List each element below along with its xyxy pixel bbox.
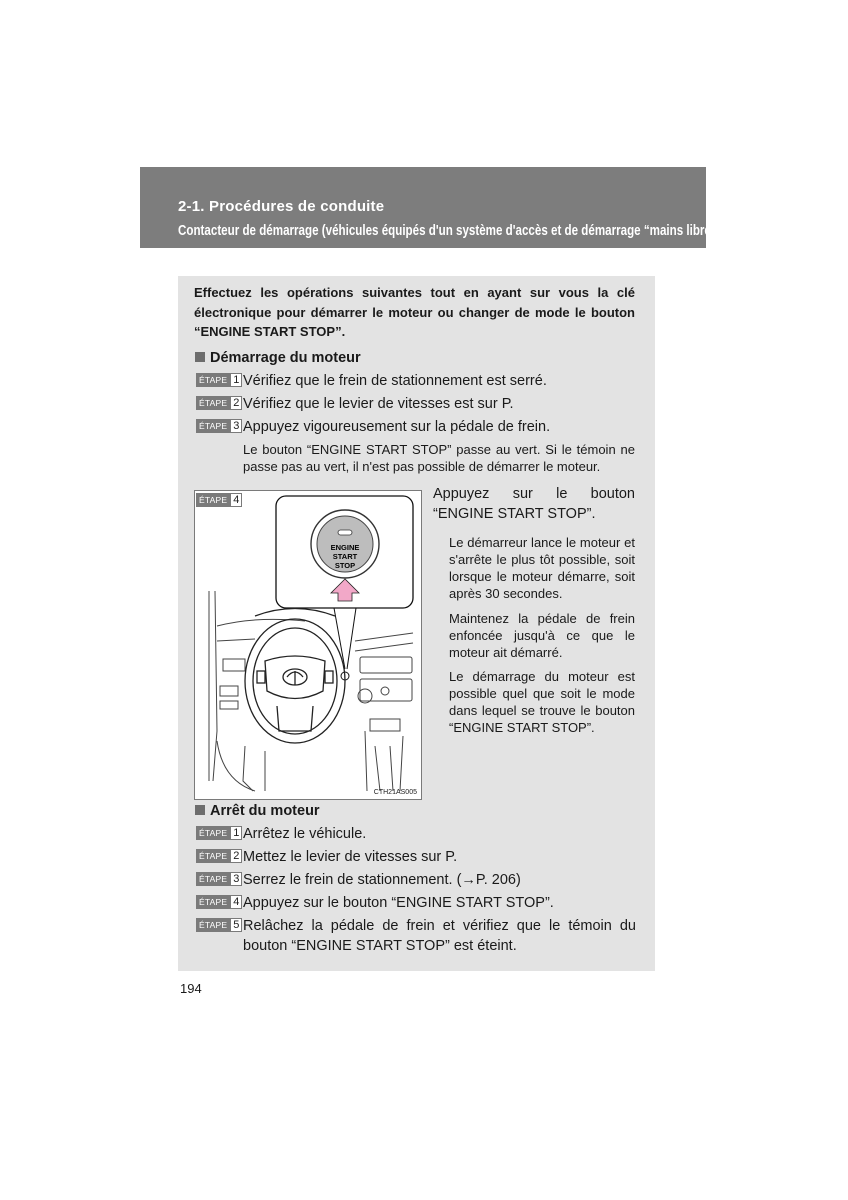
page-number: 194 <box>180 981 202 996</box>
stop-step-3 <box>196 871 636 891</box>
step-badge-word: ÉTAPE <box>196 849 230 863</box>
step-4-note-1: Le démarreur lance le moteur et s'arrête le plus tôt possible, soit lorsque le moteur démarre, soit après 30 secondes. <box>449 535 635 601</box>
step-text: Appuyez sur le bouton “ENGINE START STOP”. <box>433 486 635 522</box>
step-badge-word: ÉTAPE <box>196 895 230 909</box>
dashboard-illustration <box>195 491 421 799</box>
step-badge-word: ÉTAPE <box>196 493 230 507</box>
step-badge <box>196 396 242 410</box>
square-bullet-icon <box>195 352 205 362</box>
section-title: 2-1. Procédures de conduite <box>178 198 385 215</box>
step-badge-word: ÉTAPE <box>196 419 230 433</box>
stop-step-1 <box>196 825 636 845</box>
step-badge-number: 3 <box>230 419 242 433</box>
step-text: Relâchez la pédale de frein et vérifiez que le témoin du bouton “ENGINE START STOP” est éteint. <box>243 918 636 954</box>
button-label-start: START <box>332 552 358 561</box>
intro-paragraph: Effectuez les opérations suivantes tout en ayant sur vous la clé électronique pour démarrer le moteur ou changer de mode le bouton “ENGINE START STOP”. <box>194 285 635 339</box>
step-badge <box>196 826 242 840</box>
step-badge <box>196 918 242 932</box>
step-badge-number: 5 <box>230 918 242 932</box>
step-badge-word: ÉTAPE <box>196 373 230 387</box>
step-4-note-3: Le démarrage du moteur est possible quel que soit le mode dans lequel se trouve le bouton “ENGINE START STOP”. <box>449 669 635 735</box>
step-badge-number: 1 <box>230 826 242 840</box>
start-step-4 <box>433 485 635 524</box>
step-badge-number: 4 <box>230 895 242 909</box>
heading-engine-stop-label: Arrêt du moteur <box>210 803 320 819</box>
start-step-3 <box>196 418 636 438</box>
page-subtitle: Contacteur de démarrage (véhicules équipés d'un système d'accès et de démarrage “mains libres”) <box>178 223 727 239</box>
content-box <box>178 276 655 971</box>
step-badge <box>196 895 242 909</box>
step-text: Appuyez sur le bouton “ENGINE START STOP”. <box>243 895 554 911</box>
step-text: Mettez le levier de vitesses sur P. <box>243 849 458 865</box>
step-text: Serrez le frein de stationnement. (→P. 206) <box>243 872 521 888</box>
step-4-note-2: Maintenez la pédale de frein enfoncée jusqu'à ce que le moteur ait démarré. <box>449 611 635 660</box>
button-label-stop: STOP <box>334 561 356 570</box>
button-label-engine: ENGINE <box>330 543 360 552</box>
heading-engine-stop <box>195 803 320 819</box>
heading-engine-start <box>195 350 361 366</box>
step-badge <box>196 373 242 387</box>
square-bullet-icon <box>195 805 205 815</box>
step-3-note: Le bouton “ENGINE START STOP” passe au vert. Si le témoin ne passe pas au vert, il n'est pas possible de démarrer le moteur. <box>243 442 635 474</box>
step-badge <box>196 849 242 863</box>
figure-code: CTH21AS005 <box>373 789 417 796</box>
header-bar <box>140 167 727 248</box>
start-step-1 <box>196 372 636 392</box>
heading-engine-start-label: Démarrage du moteur <box>210 350 361 366</box>
step-badge-number: 2 <box>230 396 242 410</box>
step-text: Vérifiez que le levier de vitesses est sur P. <box>243 396 514 412</box>
step-badge-word: ÉTAPE <box>196 918 230 932</box>
stop-step-2 <box>196 848 636 868</box>
step-text: Vérifiez que le frein de stationnement est serré. <box>243 373 547 389</box>
step-badge-number: 4 <box>230 493 242 507</box>
step-badge-number: 2 <box>230 849 242 863</box>
step-badge-number: 3 <box>230 872 242 886</box>
step-badge <box>196 419 242 433</box>
step-text: Arrêtez le véhicule. <box>243 826 367 842</box>
step-badge-word: ÉTAPE <box>196 396 230 410</box>
start-step-2 <box>196 395 636 415</box>
step-badge-word: ÉTAPE <box>196 826 230 840</box>
step-text: Appuyez vigoureusement sur la pédale de frein. <box>243 419 551 435</box>
stop-step-5 <box>196 917 636 956</box>
step-badge-word: ÉTAPE <box>196 872 230 886</box>
stop-step-4 <box>196 894 636 914</box>
step-badge-number: 1 <box>230 373 242 387</box>
figure-start-button <box>194 490 422 800</box>
step-badge <box>196 872 242 886</box>
